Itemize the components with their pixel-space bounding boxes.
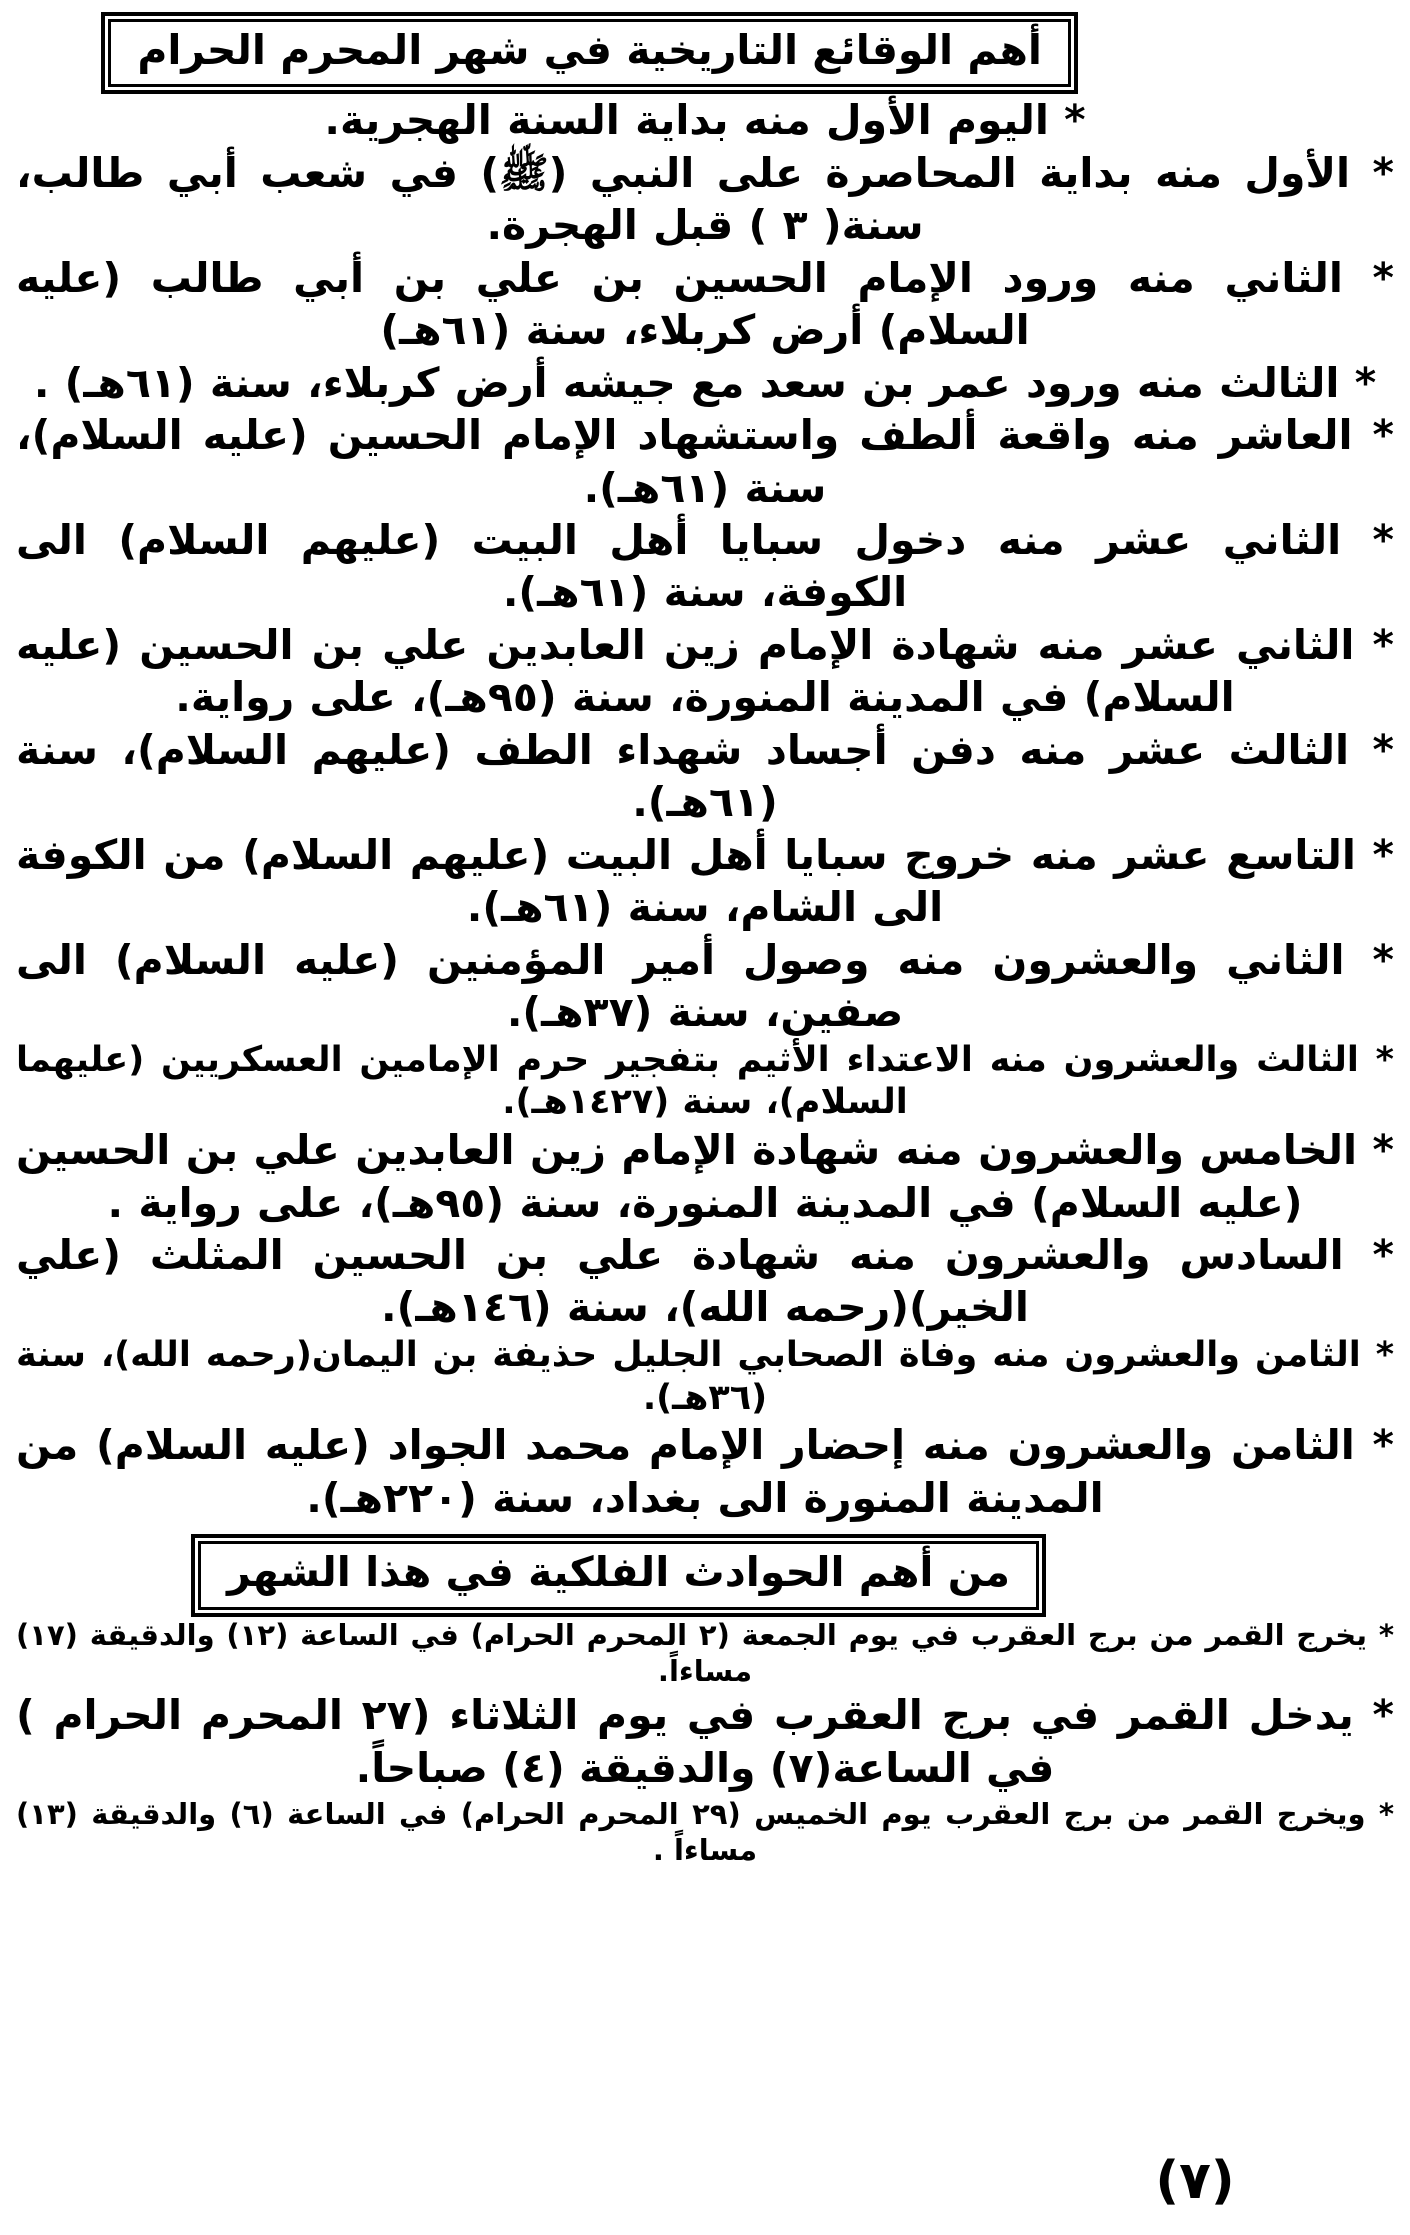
astro-event-item: * يخرج القمر من برج العقرب في يوم الجمعة (٢ المحرم الحرام) في الساعة (١٢) والدقيقة (١٧) مساءاً.	[16, 1617, 1394, 1688]
section-heading-historical-events	[101, 12, 1078, 94]
heading-inner-border	[198, 1541, 1039, 1609]
event-item: * الثامن والعشرون منه وفاة الصحابي الجليل حذيفة بن اليمان(رحمه الله)، سنة (٣٦هـ).	[16, 1334, 1394, 1418]
event-item: * الثالث عشر منه دفن أجساد شهداء الطف (عليهم السلام)، سنة (٦١هـ).	[16, 725, 1394, 827]
event-item: * الخامس والعشرون منه شهادة الإمام زين العابدين علي بن الحسين (عليه السلام) في المدينة المنورة، سنة (٩٥هـ)، على رواية .	[16, 1126, 1394, 1227]
event-item: * الثامن والعشرون منه إحضار الإمام محمد الجواد (عليه السلام) من المدينة المنورة الى بغداد، سنة (٢٢٠هـ).	[16, 1421, 1394, 1522]
astro-event-item: * ويخرج القمر من برج العقرب يوم الخميس (٢٩ المحرم الحرام) في الساعة (٦) والدقيقة (١٣) مساءاً .	[16, 1796, 1395, 1867]
heading-inner-border	[108, 19, 1071, 87]
section-heading-astronomical-events	[191, 1534, 1046, 1616]
event-item: * السادس والعشرون منه شهادة علي بن الحسين المثلث (علي الخير)(رحمه الله)، سنة (١٤٦هـ).	[16, 1231, 1394, 1332]
page-number: (٧)	[1155, 2151, 1235, 2211]
astro-event-item: * يدخل القمر في برج العقرب في يوم الثلاثاء (٢٧ المحرم الحرام ) في الساعة(٧) والدقيقة (٤) صباحاً.	[16, 1691, 1394, 1793]
event-item: * الثالث والعشرون منه الاعتداء الأثيم بتفجير حرم الإمامين العسكريين (عليهما السلام)، سنة (١٤٢٧هـ).	[16, 1039, 1394, 1123]
historical-events-list	[14, 94, 1396, 1524]
event-item: * الثاني عشر منه دخول سبايا أهل البيت (عليهم السلام) الى الكوفة، سنة (٦١هـ).	[16, 516, 1394, 617]
event-item: * العاشر منه واقعة ألطف واستشهاد الإمام الحسين (عليه السلام)، سنة (٦١هـ).	[16, 411, 1394, 512]
astronomical-events-list	[14, 1617, 1396, 1869]
event-item: * اليوم الأول منه بداية السنة الهجرية.	[324, 96, 1086, 145]
event-item: * الثاني عشر منه شهادة الإمام زين العابدين علي بن الحسين (عليه السلام) في المدينة المنورة، سنة (٩٥هـ)، على رواية.	[16, 620, 1394, 722]
event-item: * الأول منه بداية المحاصرة على النبي (ﷺ) في شعب أبي طالب، سنة( ٣ ) قبل الهجرة.	[16, 148, 1394, 250]
section-2-heading-text: من أهم الحوادث الفلكية في هذا الشهر	[227, 1548, 1010, 1597]
page-number-container	[0, 2151, 1410, 2211]
event-item: * الثالث منه ورود عمر بن سعد مع جيشه أرض كربلاء، سنة (٦١هـ) .	[33, 358, 1377, 407]
event-item: * التاسع عشر منه خروج سبايا أهل البيت (عليهم السلام) من الكوفة الى الشام، سنة (٦١هـ).	[16, 830, 1394, 932]
event-item: * الثاني منه ورود الإمام الحسين بن علي بن أبي طالب (عليه السلام) أرض كربلاء، سنة (٦١هـ)	[16, 253, 1394, 355]
event-item: * الثاني والعشرون منه وصول أمير المؤمنين (عليه السلام) الى صفين، سنة (٣٧هـ).	[16, 935, 1394, 1037]
section-1-heading-text: أهم الوقائع التاريخية في شهر المحرم الحرام	[137, 26, 1042, 74]
